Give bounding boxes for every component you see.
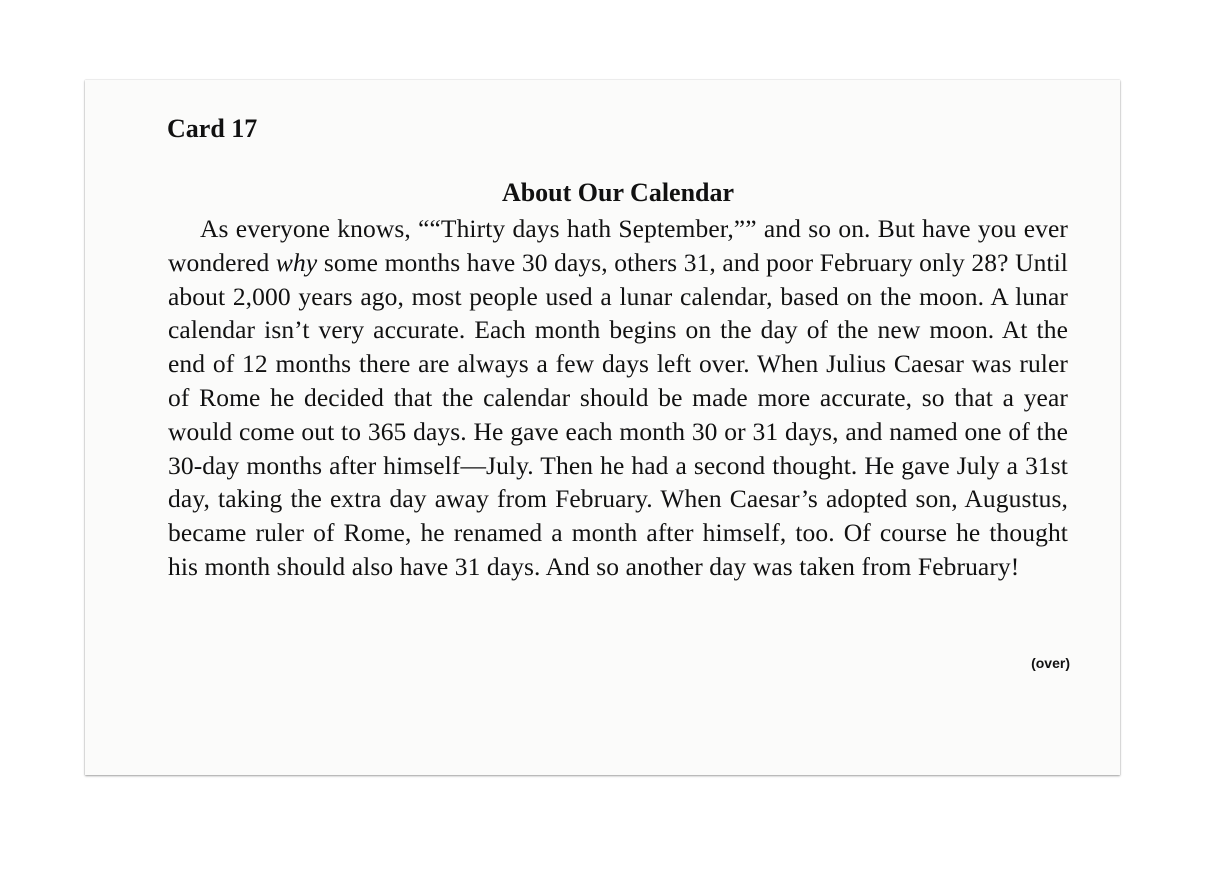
over-note: (over) xyxy=(1031,655,1070,671)
calendar-card xyxy=(85,80,1120,775)
card-number: Card 17 xyxy=(167,114,258,143)
body-text-part-1: As everyone knows, ““Thirty days hath September,”” and so on. But have you ever wondered xyxy=(168,214,1068,277)
body-text-emphasis: why xyxy=(275,247,318,277)
card-body-paragraph xyxy=(168,212,1068,584)
body-text-part-2: some months have 30 days, others 31, and poor February only 28? Until about 2,000 years ago, most people used a lunar calendar, based on the moon. A lunar calendar isn’t very accurate. Each month begins on the day of the new moon. At the end of 12 months there are always a few days left over. When Julius Caesar was ruler of Rome he decided that the calendar should be made more accurate, so that a year would come out to 365 days. He gave each month 30 or 31 days, and named one of the 30-day months after himself—July. Then he had a second thought. He gave July a 31st day, taking the extra day away from February. When Caesar’s adopted son, Augustus, became ruler of Rome, he renamed a month after himself, too. Of course he thought his month should also have 31 days. And so another day was taken from February! xyxy=(168,247,1068,581)
card-title: About Our Calendar xyxy=(501,178,735,207)
